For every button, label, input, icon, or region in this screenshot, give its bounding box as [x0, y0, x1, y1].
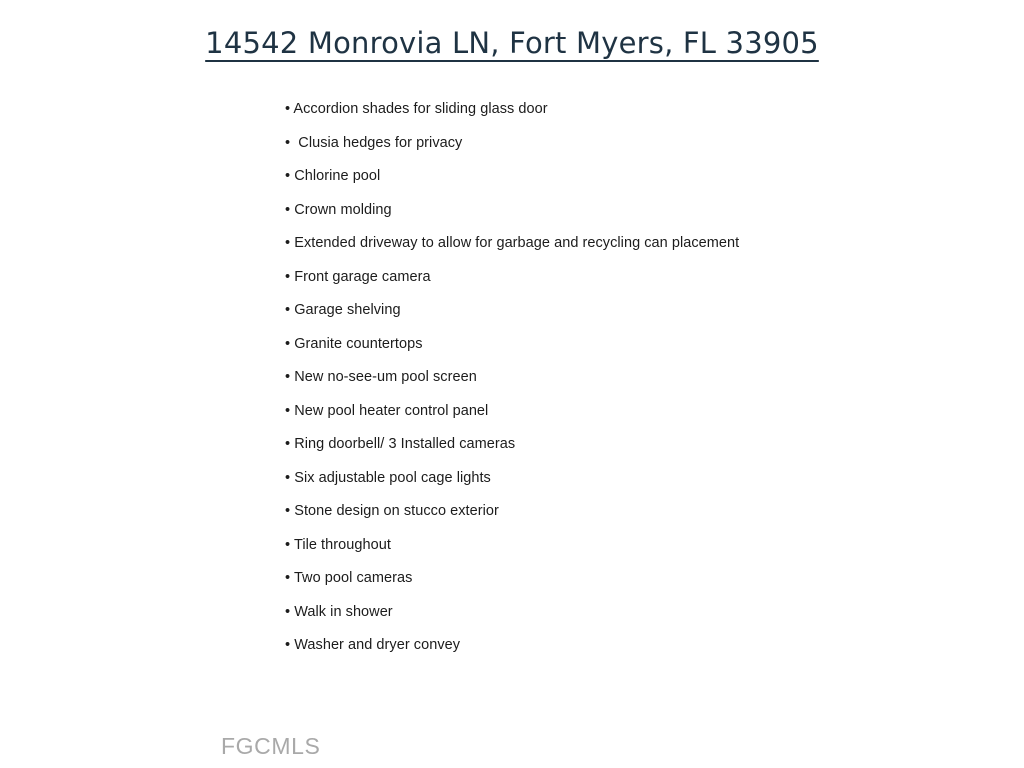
list-item-label: Two pool cameras — [293, 570, 413, 586]
list-item-label: Clusia hedges for privacy — [298, 134, 463, 151]
page-title-row — [0, 26, 1024, 60]
list-item — [285, 133, 985, 167]
list-item-label: Chlorine pool — [294, 168, 381, 184]
feature-list — [285, 99, 985, 669]
list-item — [285, 602, 985, 636]
list-item-label: Front garage camera — [294, 268, 431, 285]
list-item — [285, 535, 985, 569]
bullet-icon: • — [285, 101, 294, 117]
bullet-icon: • — [285, 369, 295, 385]
list-item — [285, 568, 985, 602]
list-item — [285, 367, 985, 401]
list-item — [285, 434, 985, 468]
list-item-label: Extended driveway to allow for garbage and recycling can placement — [294, 235, 740, 251]
list-item-label: Crown molding — [294, 201, 392, 218]
page-title: 14542 Monrovia LN, Fort Myers, FL 33905 — [205, 26, 819, 60]
list-item-label: Garage shelving — [294, 302, 401, 318]
list-item — [285, 334, 985, 368]
list-item-label: New pool heater control panel — [294, 402, 489, 419]
list-item — [285, 300, 985, 334]
fgcmls-watermark: FGCMLS — [221, 733, 321, 759]
bullet-icon: • — [285, 235, 295, 251]
bullet-icon: • — [285, 168, 295, 184]
list-item-label: Walk in shower — [294, 603, 393, 620]
bullet-icon: • — [285, 402, 295, 419]
list-item-label: Stone design on stucco exterior — [294, 503, 499, 519]
list-item-label: Accordion shades for sliding glass door — [293, 101, 548, 117]
bullet-icon: • — [285, 503, 295, 519]
bullet-icon: • — [285, 436, 295, 452]
list-item-label: Tile throughout — [293, 536, 391, 553]
bullet-icon: • — [285, 134, 299, 151]
bullet-icon: • — [285, 201, 295, 218]
bullet-icon: • — [285, 302, 295, 318]
list-item — [285, 635, 985, 669]
list-item — [285, 166, 985, 200]
bullet-icon: • — [285, 570, 294, 586]
bullet-icon: • — [285, 637, 295, 653]
list-item — [285, 99, 985, 133]
bullet-icon: • — [285, 335, 295, 352]
list-item — [285, 501, 985, 535]
list-item — [285, 233, 985, 267]
list-item-label: New no-see-um pool screen — [294, 369, 477, 385]
bullet-icon: • — [285, 536, 294, 553]
list-item — [285, 200, 985, 234]
list-item-label: Ring doorbell/ 3 Installed cameras — [294, 436, 516, 452]
bullet-icon: • — [285, 268, 295, 285]
list-item — [285, 267, 985, 301]
bullet-icon: • — [285, 469, 295, 486]
list-item-label: Six adjustable pool cage lights — [294, 469, 491, 486]
list-item-label: Granite countertops — [294, 335, 423, 352]
list-item-label: Washer and dryer convey — [294, 637, 461, 653]
list-item — [285, 401, 985, 435]
list-item — [285, 468, 985, 502]
bullet-icon: • — [285, 603, 295, 620]
